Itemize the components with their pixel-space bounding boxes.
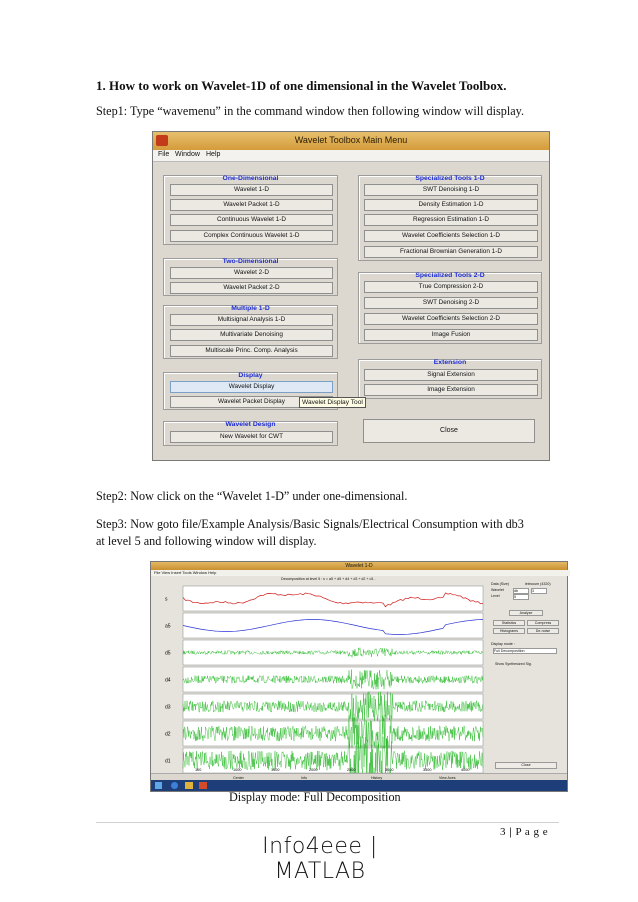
page-number xyxy=(500,826,548,838)
x-tick-label: 1500 xyxy=(271,768,280,772)
window-title: Wavelet Toolbox Main Menu xyxy=(294,135,408,145)
continuous-wavelet-1d-button[interactable]: Continuous Wavelet 1-D xyxy=(170,214,333,226)
footer-divider xyxy=(96,822,559,823)
wavelet-2d-button[interactable]: Wavelet 2-D xyxy=(170,267,333,279)
denoise-button[interactable]: De-noise xyxy=(527,628,559,634)
wavelet-1d-titlebar xyxy=(151,562,567,570)
plot-axes-d1 xyxy=(183,748,483,773)
group-title-two-dimensional: Two-Dimensional xyxy=(222,258,279,265)
x-tick-label: 100 xyxy=(195,768,202,772)
page-number-value: 3 xyxy=(500,826,506,838)
histograms-button[interactable]: Histograms xyxy=(493,628,525,634)
center-control[interactable]: Center xyxy=(233,776,244,780)
swt-denoising-2d-button[interactable]: SWT Denoising 2-D xyxy=(364,297,538,309)
group-title-wavelet-design: Wavelet Design xyxy=(225,421,276,428)
analyze-button[interactable]: Analyze xyxy=(509,610,543,616)
statistics-button[interactable]: Statistics xyxy=(493,620,525,626)
row-label-a5: a5 xyxy=(165,623,171,630)
data-size-value: leleccum (4320) xyxy=(525,582,551,586)
group-two-dimensional xyxy=(163,258,338,296)
plot-axes-s xyxy=(183,586,483,611)
wavelet-family-select[interactable]: db xyxy=(513,588,529,594)
show-synthesized-label: Show Synthesized Sig. xyxy=(495,662,532,666)
multisignal-analysis-1d-button[interactable]: Multisignal Analysis 1-D xyxy=(170,314,333,326)
menu-file[interactable]: File xyxy=(158,151,170,158)
group-title-one-dimensional: One-Dimensional xyxy=(222,175,279,182)
plot-axes-a5 xyxy=(183,613,483,638)
group-specialized-tools-2d xyxy=(358,272,542,344)
level-select[interactable]: 5 xyxy=(513,594,529,600)
internet-explorer-icon[interactable] xyxy=(171,782,178,789)
wavelet-1d-window xyxy=(150,561,568,792)
level-label: Level xyxy=(491,594,500,598)
wavelet-packet-display-button[interactable]: Wavelet Packet Display xyxy=(170,396,333,408)
row-label-d5: d5 xyxy=(165,650,171,657)
row-label-d3: d3 xyxy=(165,704,171,711)
multivariate-denoising-button[interactable]: Multivariate Denoising xyxy=(170,329,333,341)
windows-start-icon[interactable] xyxy=(155,782,162,789)
image-fusion-button[interactable]: Image Fusion xyxy=(364,329,538,341)
wavelet-packet-2d-button[interactable]: Wavelet Packet 2-D xyxy=(170,282,333,294)
wavelet-display-tooltip: Wavelet Display Tool xyxy=(299,397,366,408)
decomposition-plot-title: Decomposition at level 5 : s = a5 + d5 + d4 + d3 + d2 + d1 . xyxy=(281,577,376,581)
display-mode-label: Display mode : xyxy=(491,642,515,646)
group-multiple-1d xyxy=(163,305,338,359)
step2-text: Step2: Now click on the “Wavelet 1-D” under one-dimensional. xyxy=(96,489,408,503)
wavelet-order-select[interactable]: 3 xyxy=(531,588,547,594)
close-button[interactable]: Close xyxy=(363,419,535,443)
page-number-separator: | xyxy=(506,826,516,838)
group-extension xyxy=(358,359,542,399)
group-title-multiple-1d: Multiple 1-D xyxy=(231,305,270,312)
x-tick-label: 3500 xyxy=(423,768,432,772)
wavelet-label: Wavelet xyxy=(491,588,504,592)
group-title-extension: Extension xyxy=(433,359,467,366)
group-title-specialized-tools-1d: Specialized Tools 1-D xyxy=(415,175,485,182)
wavelet-coefficients-selection-2d-button[interactable]: Wavelet Coefficients Selection 2-D xyxy=(364,313,538,325)
history-control[interactable]: History xyxy=(371,776,383,780)
wavelet-1d-title: Wavelet 1-D xyxy=(345,563,373,569)
menu-bar xyxy=(153,150,549,162)
view-axes-control[interactable]: View Axes xyxy=(439,776,456,780)
image-extension-button[interactable]: Image Extension xyxy=(364,384,538,396)
wavelet-1d-close-button[interactable]: Close xyxy=(495,762,557,769)
show-synthesized-checkbox[interactable] xyxy=(495,662,532,666)
row-label-d2: d2 xyxy=(165,731,171,738)
row-label-d4: d4 xyxy=(165,677,171,684)
multiscale-princ-comp-analysis-button[interactable]: Multiscale Princ. Comp. Analysis xyxy=(170,345,333,357)
wavelet-packet-1d-button[interactable]: Wavelet Packet 1-D xyxy=(170,199,333,211)
wavelet-1d-control-panel xyxy=(489,580,565,772)
wavelet-1d-menubar[interactable]: File View Insert Tools Window Help xyxy=(151,570,570,576)
wavelet-1d-button[interactable]: Wavelet 1-D xyxy=(170,184,333,196)
x-tick-label: 1000 xyxy=(233,768,242,772)
menu-help[interactable]: Help xyxy=(206,151,221,158)
x-tick-label: 3000 xyxy=(385,768,394,772)
wavelet-coefficients-selection-1d-button[interactable]: Wavelet Coefficients Selection 1-D xyxy=(364,230,538,242)
density-estimation-1d-button[interactable]: Density Estimation 1-D xyxy=(364,199,538,211)
step1-text: Step1: Type “wavemenu” in the command window then following window will display. xyxy=(96,104,525,118)
figure-caption: Display mode: Full Decomposition xyxy=(229,790,401,804)
window-titlebar xyxy=(153,132,549,151)
regression-estimation-1d-button[interactable]: Regression Estimation 1-D xyxy=(364,214,538,226)
page-label: P a g e xyxy=(515,826,549,838)
file-explorer-icon[interactable] xyxy=(185,782,193,789)
footer-brand: Info4eee | MATLAB xyxy=(262,834,378,884)
group-wavelet-design xyxy=(163,421,338,446)
step3-text-line2: at level 5 and following window will display. xyxy=(96,534,317,548)
group-title-display: Display xyxy=(238,372,263,379)
x-tick-label: 4000 xyxy=(461,768,470,772)
compress-button[interactable]: Compress xyxy=(527,620,559,626)
swt-denoising-1d-button[interactable]: SWT Denoising 1-D xyxy=(364,184,538,196)
section-heading: 1. How to work on Wavelet-1D of one dimensional in the Wavelet Toolbox. xyxy=(96,78,507,93)
group-one-dimensional xyxy=(163,175,338,245)
display-mode-select[interactable]: Full Decomposition xyxy=(493,648,557,654)
wavelet-display-button[interactable]: Wavelet Display xyxy=(170,381,333,393)
x-tick-label: 2500 xyxy=(347,768,356,772)
row-label-d1: d1 xyxy=(165,758,171,765)
new-wavelet-for-cwt-button[interactable]: New Wavelet for CWT xyxy=(170,431,333,443)
complex-continuous-wavelet-1d-button[interactable]: Complex Continuous Wavelet 1-D xyxy=(170,230,333,242)
fractional-brownian-generation-1d-button[interactable]: Fractional Brownian Generation 1-D xyxy=(364,246,538,258)
x-tick-label: 2000 xyxy=(309,768,318,772)
true-compression-2d-button[interactable]: True Compression 2-D xyxy=(364,281,538,293)
info-control[interactable]: Info xyxy=(301,776,307,780)
row-label-s: s xyxy=(165,596,168,603)
group-specialized-tools-1d xyxy=(358,175,542,261)
group-title-specialized-tools-2d: Specialized Tools 2-D xyxy=(415,272,485,279)
menu-window[interactable]: Window xyxy=(175,151,200,158)
matlab-taskbar-icon[interactable] xyxy=(199,782,207,789)
signal-extension-button[interactable]: Signal Extension xyxy=(364,369,538,381)
step3-text-line1: Step3: Now goto file/Example Analysis/Basic Signals/Electrical Consumption with db3 xyxy=(96,517,524,531)
decomposition-plots xyxy=(165,580,485,772)
wavelet-toolbox-main-menu-window xyxy=(152,131,550,461)
data-size-label: Data (Size) xyxy=(491,582,509,586)
